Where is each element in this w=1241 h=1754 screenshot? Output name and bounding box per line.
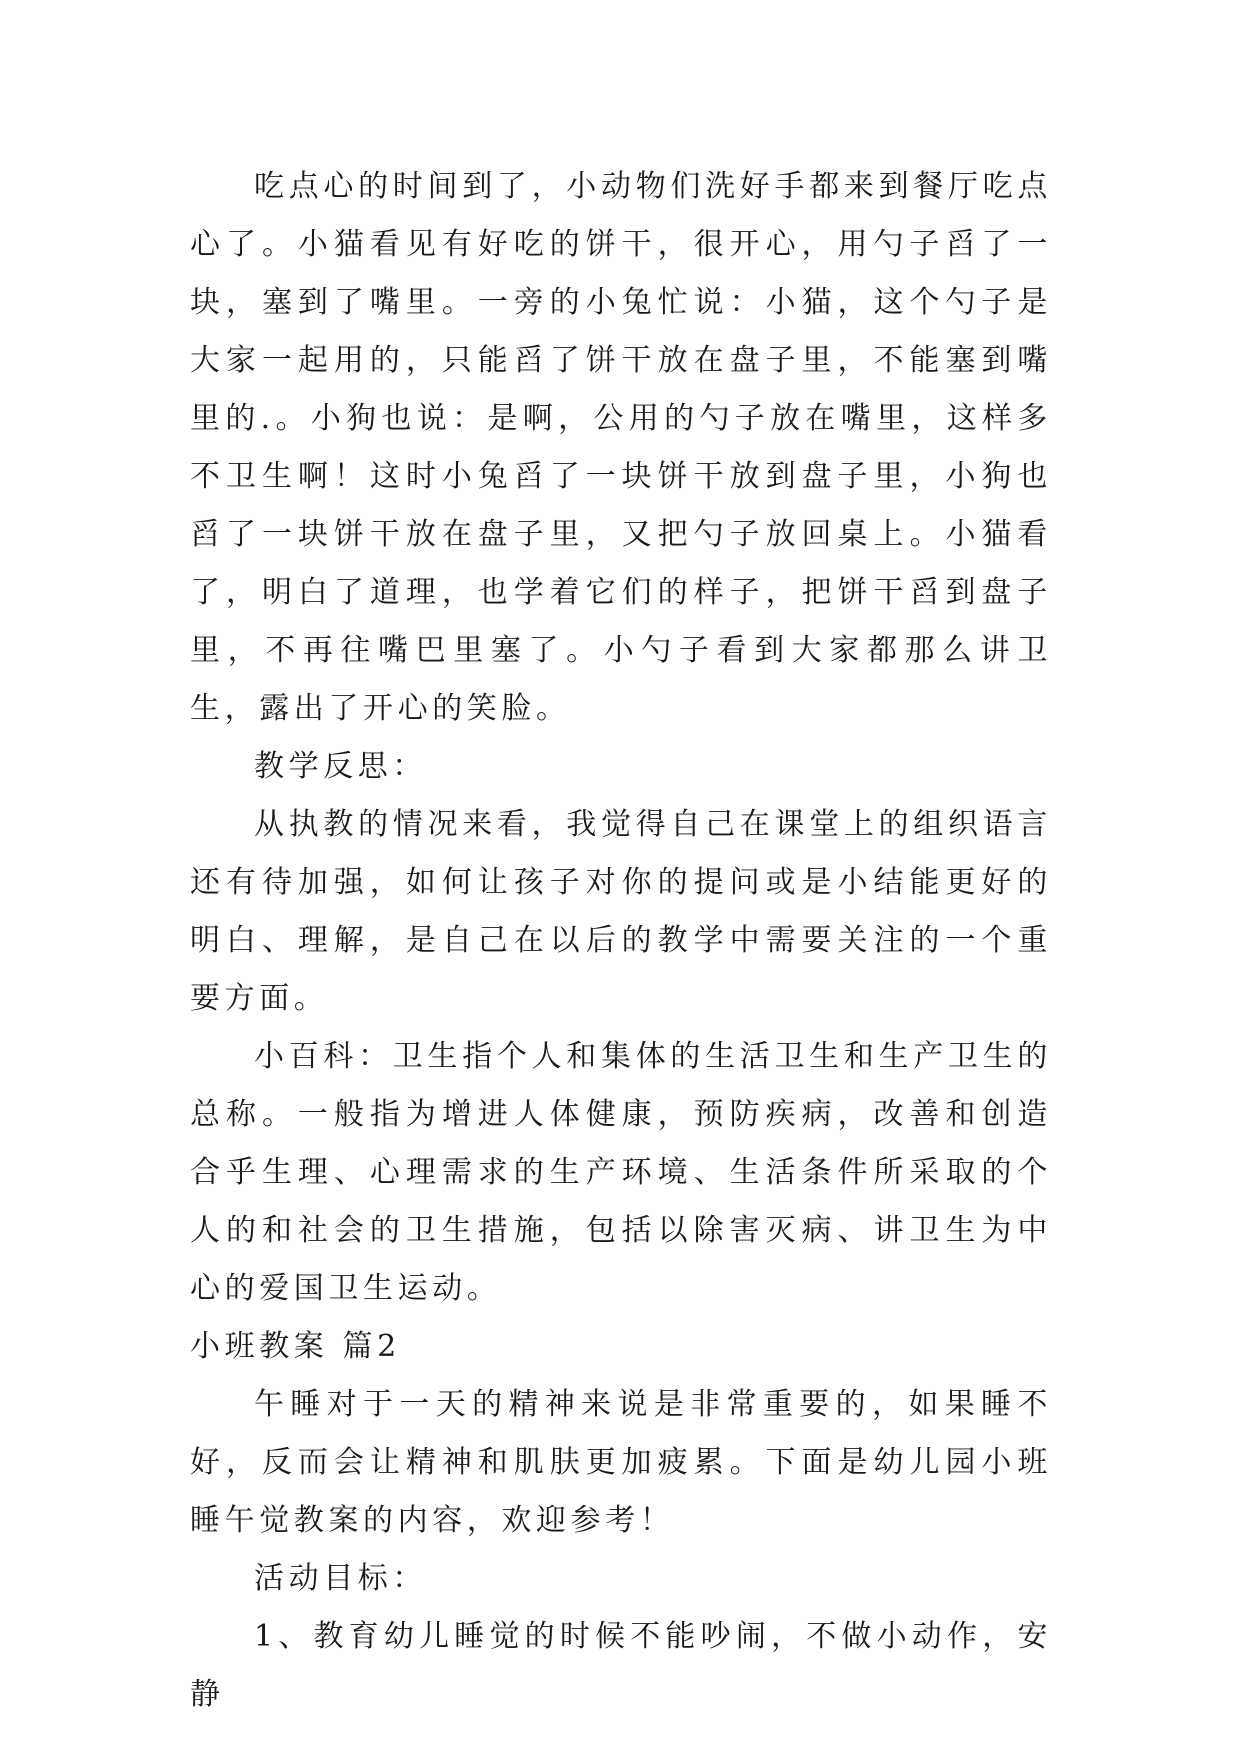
encyclopedia-paragraph: 小百科：卫生指个人和集体的生活卫生和生产卫生的总称。一般指为增进人体健康，预防疾病，改善和创造合乎生理、心理需求的生产环境、生活条件所采取的个人的和社会的卫生措施，包括以除害灭病、讲卫生为中心的爱国卫生运动。: [190, 1039, 1052, 1306]
intro-paragraph: 午睡对于一天的精神来说是非常重要的，如果睡不好，反而会让精神和肌肤更加疲累。下面是幼儿园小班睡午觉教案的内容，欢迎参考！: [190, 1387, 1052, 1538]
goals-label: 活动目标：: [254, 1561, 427, 1596]
document-body: [190, 158, 1052, 1724]
story-paragraph: 吃点心的时间到了，小动物们洗好手都来到餐厅吃点心了。小猫看见有好吃的饼干，很开心，用勺子舀了一块，塞到了嘴里。一旁的小兔忙说：小猫，这个勺子是大家一起用的，只能舀了饼干放在盘子里，不能塞到嘴里的.。小狗也说：是啊，公用的勺子放在嘴里，这样多不卫生啊！这时小兔舀了一块饼干放到盘子里，小狗也舀了一块饼干放在盘子里，又把勺子放回桌上。小猫看了，明白了道理，也学着它们的样子，把饼干舀到盘子里，不再往嘴巴里塞了。小勺子看到大家都那么讲卫生，露出了开心的笑脸。: [190, 169, 1052, 726]
reflection-paragraph: 从执教的情况来看，我觉得自己在课堂上的组织语言还有待加强，如何让孩子对你的提问或是小结能更好的明白、理解，是自己在以后的教学中需要关注的一个重要方面。: [190, 807, 1052, 1016]
reflection-label: 教学反思：: [254, 749, 427, 784]
section-heading: 小班教案 篇2: [190, 1329, 401, 1364]
goal-item: 1、教育幼儿睡觉的时候不能吵闹，不做小动作，安静: [190, 1619, 1052, 1712]
